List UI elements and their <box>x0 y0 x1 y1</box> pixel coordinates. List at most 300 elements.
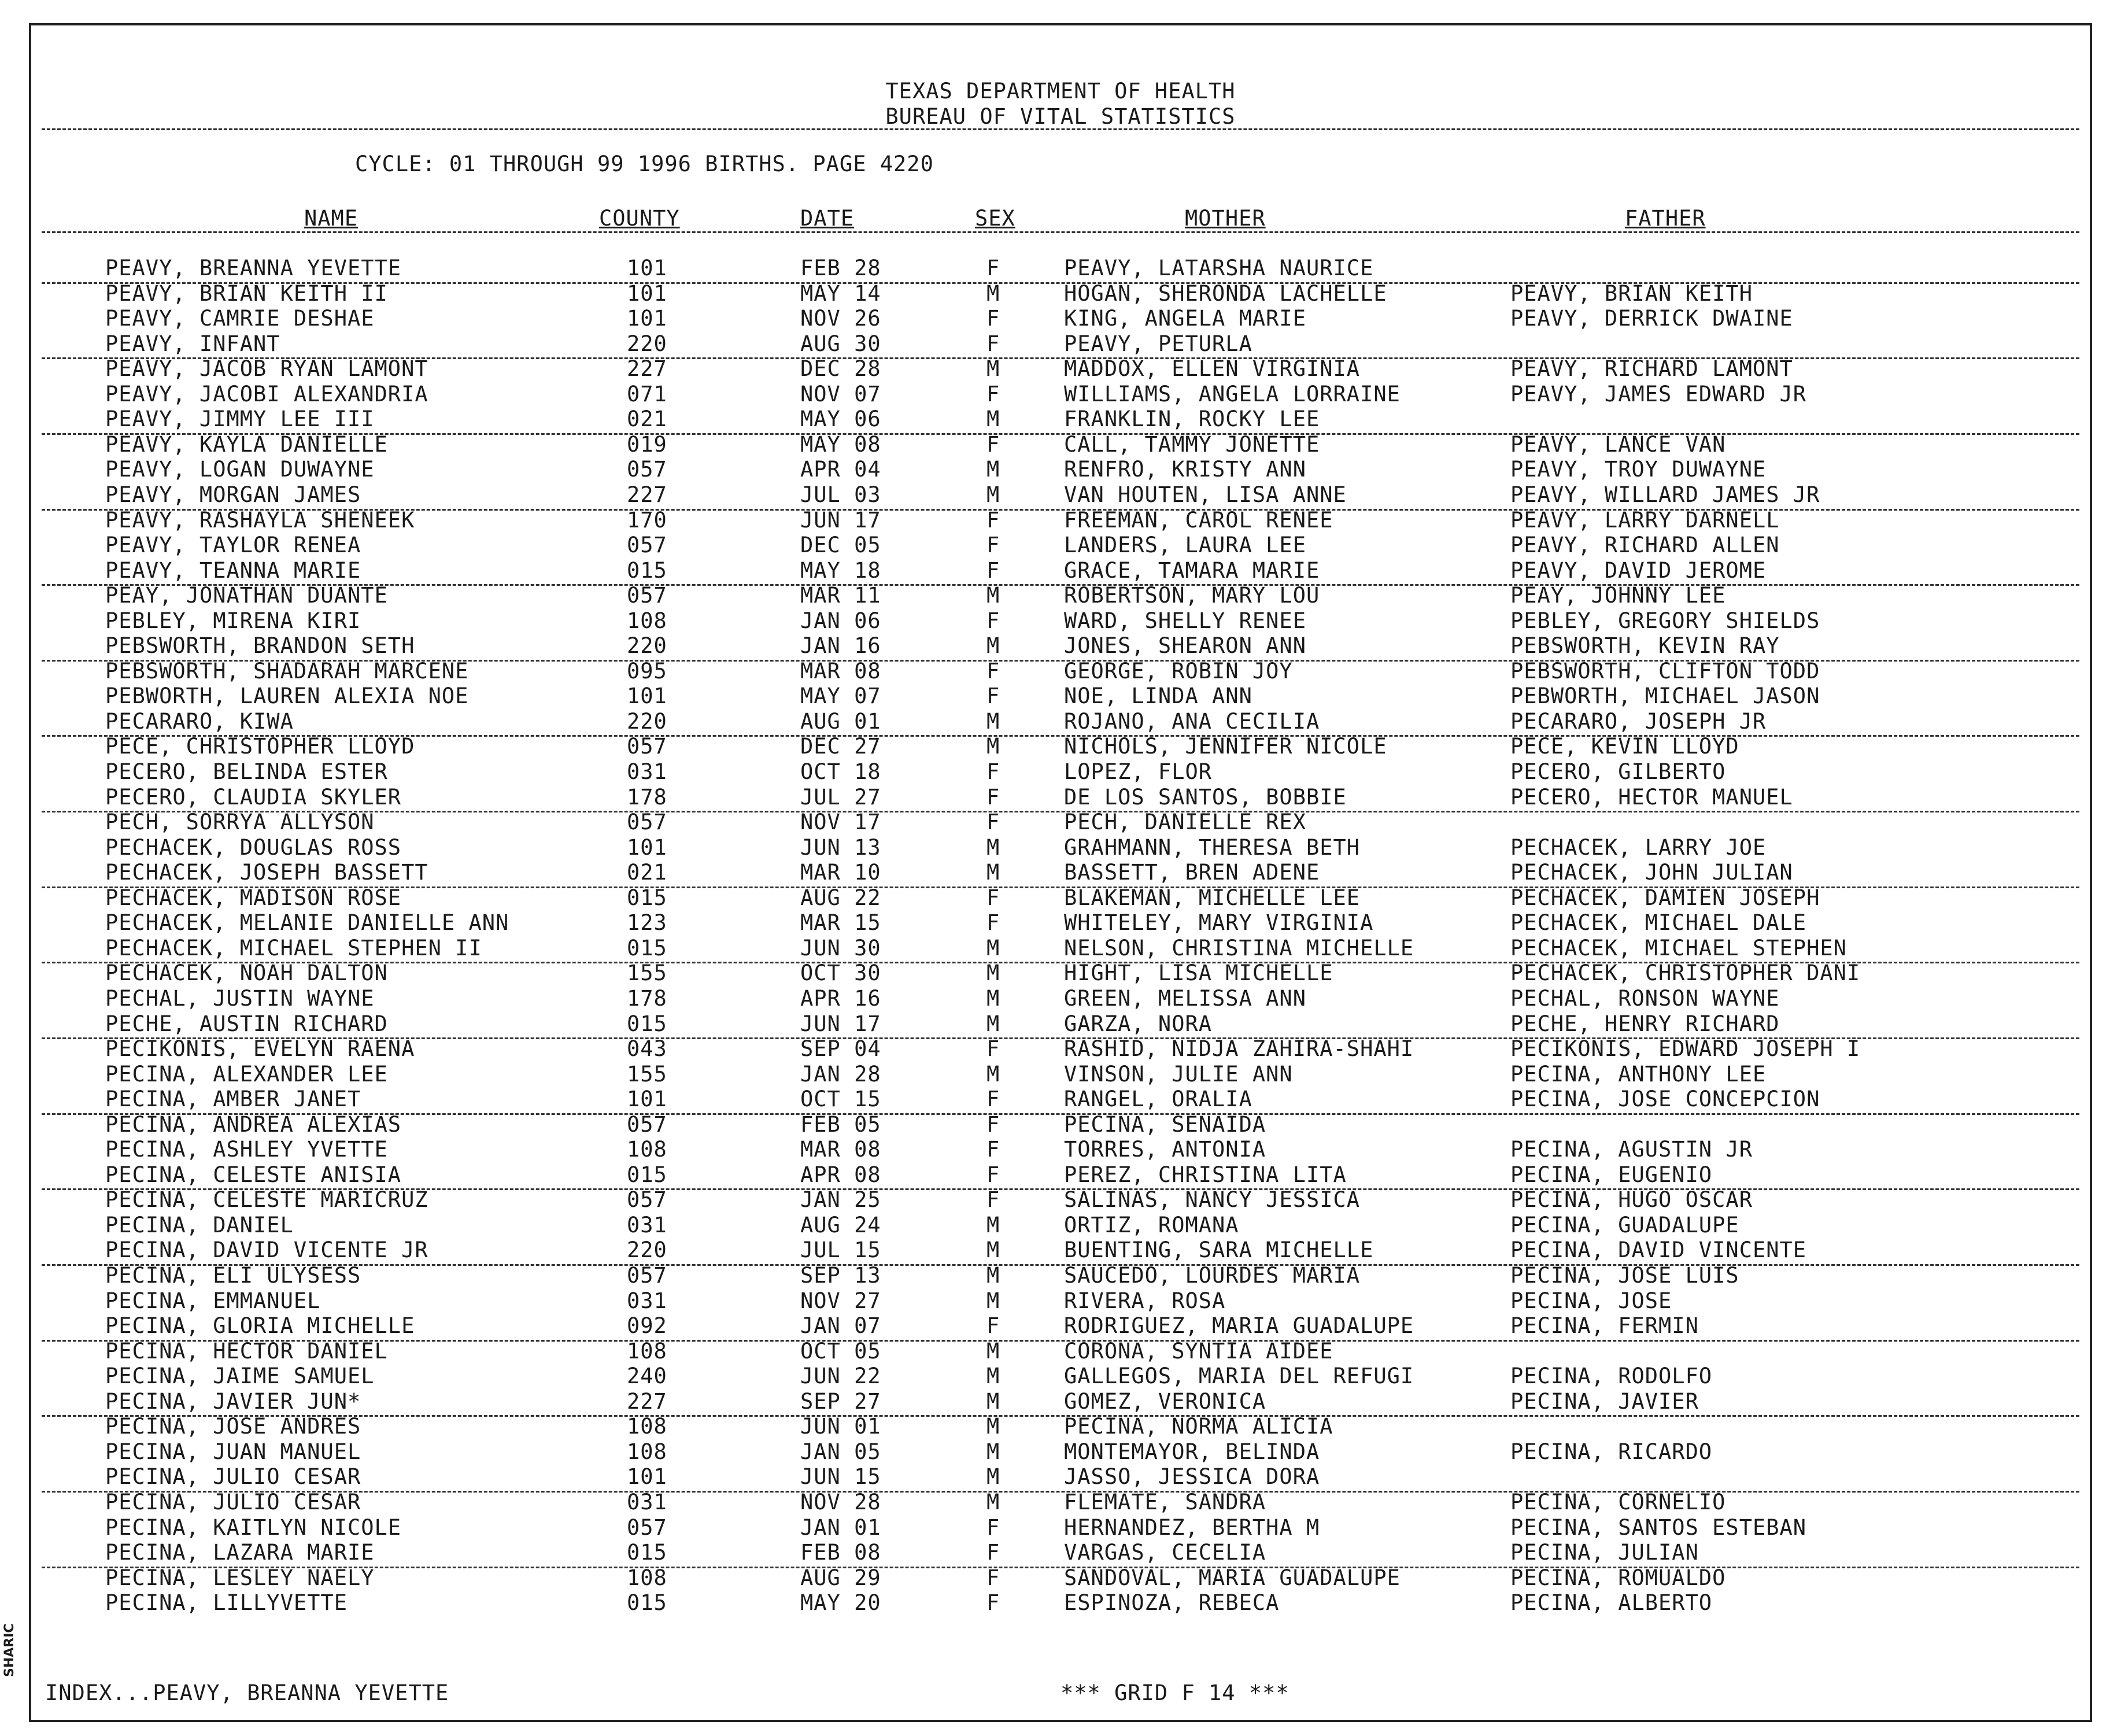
cell-county: 101 <box>627 306 667 331</box>
cell-mother: ROJANO, ANA CECILIA <box>1064 708 1320 734</box>
cell-mother: RENFRO, KRISTY ANN <box>1064 457 1306 482</box>
cell-father: PECINA, ROMUALDO <box>1510 1565 1726 1590</box>
cell-county: 170 <box>627 507 667 533</box>
cell-mother: GRAHMANN, THERESA BETH <box>1064 834 1361 860</box>
cell-mother: WARD, SHELLY RENEE <box>1064 608 1306 633</box>
table-row <box>31 432 2090 457</box>
cell-sex: M <box>986 1011 1000 1036</box>
cell-county: 220 <box>627 331 667 356</box>
cell-date: OCT 05 <box>800 1338 881 1364</box>
cell-county: 057 <box>627 1263 667 1288</box>
cell-sex: M <box>986 1364 1000 1389</box>
cell-name: PEAVY, JACOBI ALEXANDRIA <box>105 381 428 407</box>
cell-county: 227 <box>627 1388 667 1414</box>
cell-county: 057 <box>627 1111 667 1137</box>
cell-county: 019 <box>627 431 667 457</box>
cell-father: PECE, KEVIN LLOYD <box>1510 734 1739 759</box>
table-row <box>31 1036 2090 1062</box>
cell-father: PECHACEK, DAMIEN JOSEPH <box>1510 885 1820 910</box>
cell-sex: M <box>986 860 1000 885</box>
cell-mother: PECINA, NORMA ALICIA <box>1064 1414 1333 1439</box>
cell-mother: BASSETT, BREN ADENE <box>1064 860 1320 885</box>
cell-date: AUG 24 <box>800 1212 881 1238</box>
cell-date: FEB 28 <box>800 256 881 280</box>
cell-mother: HIGHT, LISA MICHELLE <box>1064 961 1333 986</box>
cell-date: JAN 25 <box>800 1187 881 1213</box>
cell-name: PEBWORTH, LAUREN ALEXIA NOE <box>105 684 469 709</box>
cell-sex: F <box>986 1515 1000 1540</box>
cell-county: 021 <box>627 407 667 432</box>
cell-sex: F <box>986 759 1000 784</box>
cell-name: PEAVY, MORGAN JAMES <box>105 482 361 507</box>
cell-sex: M <box>986 985 1000 1011</box>
cell-date: AUG 29 <box>800 1565 881 1590</box>
cell-county: 057 <box>627 583 667 608</box>
cell-name: PECINA, AMBER JANET <box>105 1087 361 1112</box>
cell-date: JAN 05 <box>800 1439 881 1464</box>
cell-sex: F <box>986 1590 1000 1616</box>
side-label: SHARIC <box>2 1623 17 1677</box>
cell-father: PEAVY, LANCE VAN <box>1510 431 1726 457</box>
cell-mother: BLAKEMAN, MICHELLE LEE <box>1064 885 1361 910</box>
cell-sex: F <box>986 658 1000 684</box>
cell-date: APR 08 <box>800 1162 881 1187</box>
cell-father: PECINA, RODOLFO <box>1510 1364 1713 1389</box>
cell-sex: M <box>986 457 1000 482</box>
cell-name: PEAVY, KAYLA DANIELLE <box>105 431 388 457</box>
table-row <box>31 407 2090 432</box>
cell-sex: F <box>986 557 1000 583</box>
cell-county: 101 <box>627 256 667 280</box>
cell-father: PECHAL, RONSON WAYNE <box>1510 985 1780 1011</box>
cell-county: 220 <box>627 633 667 659</box>
cell-father: PEBSWORTH, CLIFTON TODD <box>1510 658 1820 684</box>
cell-county: 220 <box>627 708 667 734</box>
cell-county: 057 <box>627 457 667 482</box>
cell-mother: JASSO, JESSICA DORA <box>1064 1464 1320 1490</box>
cell-name: PEAVY, BRIAN KEITH II <box>105 280 388 306</box>
cell-father: PECINA, GUADALUPE <box>1510 1212 1739 1238</box>
cell-sex: M <box>986 1288 1000 1313</box>
table-row <box>31 1137 2090 1162</box>
table-row <box>31 659 2090 684</box>
cell-mother: PEREZ, CHRISTINA LITA <box>1064 1162 1347 1187</box>
cell-name: PECINA, EMMANUEL <box>105 1288 321 1313</box>
cell-name: PECHACEK, DOUGLAS ROSS <box>105 834 402 860</box>
cell-mother: TORRES, ANTONIA <box>1064 1137 1266 1162</box>
cell-father: PECINA, JAVIER <box>1510 1388 1699 1414</box>
column-header-divider <box>42 231 2079 233</box>
cell-name: PECINA, CELESTE ANISIA <box>105 1162 402 1187</box>
cell-county: 108 <box>627 608 667 633</box>
table-row <box>31 583 2090 608</box>
cell-county: 057 <box>627 810 667 835</box>
table-row <box>31 356 2090 382</box>
table-row <box>31 608 2090 634</box>
cell-sex: F <box>986 784 1000 810</box>
cell-date: MAY 06 <box>800 407 881 432</box>
cell-mother: VARGAS, CECELIA <box>1064 1540 1266 1565</box>
table-row <box>31 759 2090 785</box>
cell-county: 101 <box>627 1087 667 1112</box>
cell-mother: FLEMATE, SANDRA <box>1064 1489 1266 1515</box>
cell-date: MAR 11 <box>800 583 881 608</box>
cell-sex: F <box>986 684 1000 709</box>
cell-date: JUL 03 <box>800 482 881 507</box>
cell-date: JUL 27 <box>800 784 881 810</box>
cell-county: 178 <box>627 985 667 1011</box>
table-row <box>31 1540 2090 1565</box>
cell-date: JUN 22 <box>800 1364 881 1389</box>
cell-date: MAY 07 <box>800 684 881 709</box>
cell-mother: GARZA, NORA <box>1064 1011 1213 1036</box>
cell-name: PECHACEK, JOSEPH BASSETT <box>105 860 428 885</box>
cell-mother: RANGEL, ORALIA <box>1064 1087 1252 1112</box>
cell-father: PECINA, JULIAN <box>1510 1540 1699 1565</box>
cell-mother: VINSON, JULIE ANN <box>1064 1061 1293 1087</box>
cell-date: FEB 08 <box>800 1540 881 1565</box>
cell-mother: PEAVY, LATARSHA NAURICE <box>1064 256 1374 280</box>
table-row <box>31 306 2090 331</box>
cell-date: JUN 01 <box>800 1414 881 1439</box>
cell-date: JAN 07 <box>800 1313 881 1339</box>
cell-date: MAR 10 <box>800 860 881 885</box>
cell-name: PECINA, JAVIER JUN* <box>105 1388 361 1414</box>
cell-sex: F <box>986 1540 1000 1565</box>
table-row <box>31 1187 2090 1213</box>
cell-county: 031 <box>627 1489 667 1515</box>
column-header-name: NAME <box>304 206 359 231</box>
cell-mother: WILLIAMS, ANGELA LORRAINE <box>1064 381 1401 407</box>
table-row <box>31 1313 2090 1339</box>
cell-date: NOV 26 <box>800 306 881 331</box>
cell-date: SEP 04 <box>800 1036 881 1062</box>
grid-footer: *** GRID F 14 *** <box>1060 1680 1289 1705</box>
cell-mother: FREEMAN, CAROL RENEE <box>1064 507 1333 533</box>
cell-name: PECINA, ELI ULYSESS <box>105 1263 361 1288</box>
document-frame <box>29 23 2092 1722</box>
cell-date: AUG 01 <box>800 708 881 734</box>
cell-mother: GALLEGOS, MARIA DEL REFUGI <box>1064 1364 1414 1389</box>
cell-father: PECERO, GILBERTO <box>1510 759 1726 784</box>
cell-mother: GRACE, TAMARA MARIE <box>1064 557 1320 583</box>
cell-name: PECINA, HECTOR DANIEL <box>105 1338 388 1364</box>
cell-date: FEB 05 <box>800 1111 881 1137</box>
cell-father: PEAVY, DERRICK DWAINE <box>1510 306 1793 331</box>
cell-name: PECE, CHRISTOPHER LLOYD <box>105 734 415 759</box>
header-divider <box>42 128 2079 130</box>
cell-father: PECINA, JOSE <box>1510 1288 1672 1313</box>
table-row <box>31 1062 2090 1087</box>
cycle-line: CYCLE: 01 THROUGH 99 1996 BIRTHS. PAGE 4220 <box>355 152 934 176</box>
table-row <box>31 684 2090 709</box>
table-row <box>31 1162 2090 1188</box>
cell-father: PECHACEK, LARRY JOE <box>1510 834 1767 860</box>
cell-date: JUN 15 <box>800 1464 881 1490</box>
column-header-county: COUNTY <box>599 206 680 231</box>
cell-sex: M <box>986 583 1000 608</box>
cell-sex: M <box>986 734 1000 759</box>
cell-mother: MONTEMAYOR, BELINDA <box>1064 1439 1320 1464</box>
cell-father: PEBWORTH, MICHAEL JASON <box>1510 684 1820 709</box>
cell-father: PEAVY, JAMES EDWARD JR <box>1510 381 1807 407</box>
header-line-1: TEXAS DEPARTMENT OF HEALTH <box>885 79 1236 104</box>
table-row <box>31 1213 2090 1238</box>
cell-mother: CORONA, SYNTIA AIDEE <box>1064 1338 1333 1364</box>
cell-father: PECINA, JOSE CONCEPCION <box>1510 1087 1820 1112</box>
cell-sex: F <box>986 1111 1000 1137</box>
cell-county: 155 <box>627 961 667 986</box>
cell-county: 227 <box>627 482 667 507</box>
cell-father: PEBLEY, GREGORY SHIELDS <box>1510 608 1820 633</box>
cell-mother: LOPEZ, FLOR <box>1064 759 1213 784</box>
cell-mother: RIVERA, ROSA <box>1064 1288 1226 1313</box>
column-header-father: FATHER <box>1625 206 1706 231</box>
table-row <box>31 1011 2090 1037</box>
cell-date: MAR 08 <box>800 658 881 684</box>
cell-father: PECHACEK, MICHAEL DALE <box>1510 910 1807 936</box>
cell-mother: ESPINOZA, REBECA <box>1064 1590 1280 1616</box>
table-row <box>31 1590 2090 1616</box>
cell-county: 015 <box>627 885 667 910</box>
cell-mother: MADDOX, ELLEN VIRGINIA <box>1064 356 1361 382</box>
table-row <box>31 382 2090 407</box>
cell-name: PECINA, DAVID VICENTE JR <box>105 1238 428 1263</box>
cell-date: JAN 16 <box>800 633 881 659</box>
cell-county: 021 <box>627 860 667 885</box>
cell-county: 123 <box>627 910 667 936</box>
cell-mother: CALL, TAMMY JONETTE <box>1064 431 1320 457</box>
cell-name: PECHAL, JUSTIN WAYNE <box>105 985 375 1011</box>
cell-mother: DE LOS SANTOS, BOBBIE <box>1064 784 1347 810</box>
cell-sex: M <box>986 961 1000 986</box>
table-row <box>31 633 2090 659</box>
cell-sex: F <box>986 608 1000 633</box>
cell-county: 015 <box>627 1540 667 1565</box>
cell-mother: NELSON, CHRISTINA MICHELLE <box>1064 935 1414 961</box>
cell-father: PECHACEK, CHRISTOPHER DANI <box>1510 961 1861 986</box>
cell-sex: M <box>986 1414 1000 1439</box>
cell-father: PECINA, ANTHONY LEE <box>1510 1061 1767 1087</box>
cell-county: 108 <box>627 1338 667 1364</box>
cell-name: PECHACEK, MADISON ROSE <box>105 885 402 910</box>
cell-sex: M <box>986 1464 1000 1490</box>
cell-date: OCT 15 <box>800 1087 881 1112</box>
cell-date: NOV 07 <box>800 381 881 407</box>
table-row <box>31 961 2090 986</box>
cell-sex: M <box>986 280 1000 306</box>
cell-county: 101 <box>627 834 667 860</box>
cell-date: APR 16 <box>800 985 881 1011</box>
cell-county: 101 <box>627 1464 667 1490</box>
cell-father: PECERO, HECTOR MANUEL <box>1510 784 1793 810</box>
cell-father: PECINA, SANTOS ESTEBAN <box>1510 1515 1807 1540</box>
cell-mother: ROBERTSON, MARY LOU <box>1064 583 1320 608</box>
cell-date: MAY 14 <box>800 280 881 306</box>
cell-father: PEAVY, RICHARD LAMONT <box>1510 356 1793 382</box>
cell-name: PECHACEK, MELANIE DANIELLE ANN <box>105 910 509 936</box>
cell-county: 178 <box>627 784 667 810</box>
table-row <box>31 1087 2090 1112</box>
cell-sex: F <box>986 331 1000 356</box>
cell-county: 240 <box>627 1364 667 1389</box>
cell-county: 031 <box>627 759 667 784</box>
cell-county: 095 <box>627 658 667 684</box>
cell-sex: M <box>986 1212 1000 1238</box>
cell-name: PECH, SORRYA ALLYSON <box>105 810 375 835</box>
cell-sex: F <box>986 1162 1000 1187</box>
cell-name: PEAVY, JACOB RYAN LAMONT <box>105 356 428 382</box>
table-row <box>31 1490 2090 1515</box>
cell-father: PECINA, RICARDO <box>1510 1439 1713 1464</box>
cell-name: PECINA, JAIME SAMUEL <box>105 1364 375 1389</box>
cell-name: PEBLEY, MIRENA KIRI <box>105 608 361 633</box>
cell-sex: M <box>986 1263 1000 1288</box>
table-row <box>31 1339 2090 1364</box>
cell-date: SEP 13 <box>800 1263 881 1288</box>
cell-county: 031 <box>627 1288 667 1313</box>
cell-father: PEAVY, LARRY DARNELL <box>1510 507 1780 533</box>
cell-mother: RASHID, NIDJA ZAHIRA-SHAHI <box>1064 1036 1414 1062</box>
cell-name: PEAVY, TAYLOR RENEA <box>105 533 361 558</box>
column-header-sex: SEX <box>975 206 1015 231</box>
index-footer: INDEX...PEAVY, BREANNA YEVETTE <box>45 1680 449 1705</box>
table-row <box>31 835 2090 860</box>
cell-father: PEAVY, RICHARD ALLEN <box>1510 533 1780 558</box>
cell-sex: M <box>986 1439 1000 1464</box>
cell-mother: GOMEZ, VERONICA <box>1064 1388 1266 1414</box>
cell-sex: M <box>986 482 1000 507</box>
table-row <box>31 482 2090 508</box>
cell-sex: M <box>986 407 1000 432</box>
table-row <box>31 508 2090 533</box>
cell-mother: GEORGE, ROBIN JOY <box>1064 658 1293 684</box>
cell-mother: GREEN, MELISSA ANN <box>1064 985 1306 1011</box>
cell-name: PECINA, DANIEL <box>105 1212 294 1238</box>
cell-mother: HERNANDEZ, BERTHA M <box>1064 1515 1320 1540</box>
cell-date: SEP 27 <box>800 1388 881 1414</box>
cell-name: PECINA, LILLYVETTE <box>105 1590 348 1616</box>
cell-sex: F <box>986 1087 1000 1112</box>
table-row <box>31 1439 2090 1465</box>
cell-sex: M <box>986 1061 1000 1087</box>
cell-name: PEAVY, BREANNA YEVETTE <box>105 256 402 280</box>
cell-sex: F <box>986 431 1000 457</box>
cell-county: 108 <box>627 1137 667 1162</box>
table-row <box>31 1464 2090 1490</box>
cell-mother: ORTIZ, ROMANA <box>1064 1212 1239 1238</box>
table-row <box>31 331 2090 357</box>
table-row <box>31 810 2090 835</box>
table-row <box>31 885 2090 911</box>
cell-date: AUG 22 <box>800 885 881 910</box>
cell-name: PEAVY, LOGAN DUWAYNE <box>105 457 375 482</box>
cell-mother: WHITELEY, MARY VIRGINIA <box>1064 910 1374 936</box>
table-row <box>31 1112 2090 1137</box>
cell-sex: M <box>986 356 1000 382</box>
cell-sex: F <box>986 306 1000 331</box>
cell-mother: SANDOVAL, MARIA GUADALUPE <box>1064 1565 1401 1590</box>
cell-name: PEAVY, TEANNA MARIE <box>105 557 361 583</box>
cell-father: PECINA, DAVID VINCENTE <box>1510 1238 1807 1263</box>
cell-father: PECARARO, JOSEPH JR <box>1510 708 1767 734</box>
cell-name: PECARARO, KIWA <box>105 708 294 734</box>
cell-father: PECINA, FERMIN <box>1510 1313 1699 1339</box>
cell-sex: M <box>986 1489 1000 1515</box>
cell-name: PEAVY, CAMRIE DESHAE <box>105 306 375 331</box>
table-row <box>31 457 2090 482</box>
cell-name: PECIKONIS, EVELYN RAENA <box>105 1036 415 1062</box>
cell-name: PECINA, ASHLEY YVETTE <box>105 1137 388 1162</box>
cell-date: APR 04 <box>800 457 881 482</box>
cell-county: 155 <box>627 1061 667 1087</box>
cell-father: PECHACEK, JOHN JULIAN <box>1510 860 1793 885</box>
cell-mother: HOGAN, SHERONDA LACHELLE <box>1064 280 1387 306</box>
cell-mother: VAN HOUTEN, LISA ANNE <box>1064 482 1347 507</box>
cell-sex: M <box>986 708 1000 734</box>
cell-county: 057 <box>627 734 667 759</box>
cell-date: JUN 30 <box>800 935 881 961</box>
cell-father: PEAVY, TROY DUWAYNE <box>1510 457 1767 482</box>
cell-mother: PECH, DANIELLE REX <box>1064 810 1306 835</box>
cell-county: 071 <box>627 381 667 407</box>
cell-date: DEC 28 <box>800 356 881 382</box>
header-line-2: BUREAU OF VITAL STATISTICS <box>885 104 1236 129</box>
cell-date: MAY 08 <box>800 431 881 457</box>
cell-date: DEC 05 <box>800 533 881 558</box>
cell-name: PEAVY, INFANT <box>105 331 280 356</box>
cell-sex: M <box>986 633 1000 659</box>
cell-mother: FRANKLIN, ROCKY LEE <box>1064 407 1320 432</box>
cell-father: PECINA, ALBERTO <box>1510 1590 1713 1616</box>
cell-name: PECINA, GLORIA MICHELLE <box>105 1313 415 1339</box>
cell-county: 057 <box>627 1187 667 1213</box>
cell-county: 015 <box>627 557 667 583</box>
table-row <box>31 709 2090 734</box>
cell-name: PECHE, AUSTIN RICHARD <box>105 1011 388 1036</box>
cell-county: 220 <box>627 1238 667 1263</box>
table-row <box>31 256 2090 281</box>
cell-name: PECINA, LESLEY NAELY <box>105 1565 375 1590</box>
column-header-date: DATE <box>800 206 855 231</box>
cell-father: PEAVY, DAVID JEROME <box>1510 557 1767 583</box>
cell-date: JAN 06 <box>800 608 881 633</box>
cell-mother: SAUCEDO, LOURDES MARIA <box>1064 1263 1361 1288</box>
cell-name: PECINA, CELESTE MARICRUZ <box>105 1187 428 1213</box>
cell-name: PECERO, BELINDA ESTER <box>105 759 388 784</box>
cell-date: MAR 15 <box>800 910 881 936</box>
cell-sex: F <box>986 1187 1000 1213</box>
cell-sex: F <box>986 1036 1000 1062</box>
column-header-mother: MOTHER <box>1185 206 1266 231</box>
cell-date: NOV 27 <box>800 1288 881 1313</box>
cell-mother: JONES, SHEARON ANN <box>1064 633 1306 659</box>
table-row <box>31 1364 2090 1389</box>
table-row <box>31 860 2090 885</box>
cell-county: 108 <box>627 1439 667 1464</box>
cell-name: PECINA, LAZARA MARIE <box>105 1540 375 1565</box>
cell-mother: RODRIGUEZ, MARIA GUADALUPE <box>1064 1313 1414 1339</box>
cell-mother: PECINA, SENAIDA <box>1064 1111 1266 1137</box>
cell-mother: SALINAS, NANCY JESSICA <box>1064 1187 1361 1213</box>
cell-father: PECINA, AGUSTIN JR <box>1510 1137 1753 1162</box>
cell-date: NOV 28 <box>800 1489 881 1515</box>
cell-county: 101 <box>627 684 667 709</box>
cell-date: DEC 27 <box>800 734 881 759</box>
cell-name: PECINA, ANDREA ALEXIAS <box>105 1111 402 1137</box>
cell-sex: M <box>986 1238 1000 1263</box>
cell-county: 015 <box>627 1590 667 1616</box>
